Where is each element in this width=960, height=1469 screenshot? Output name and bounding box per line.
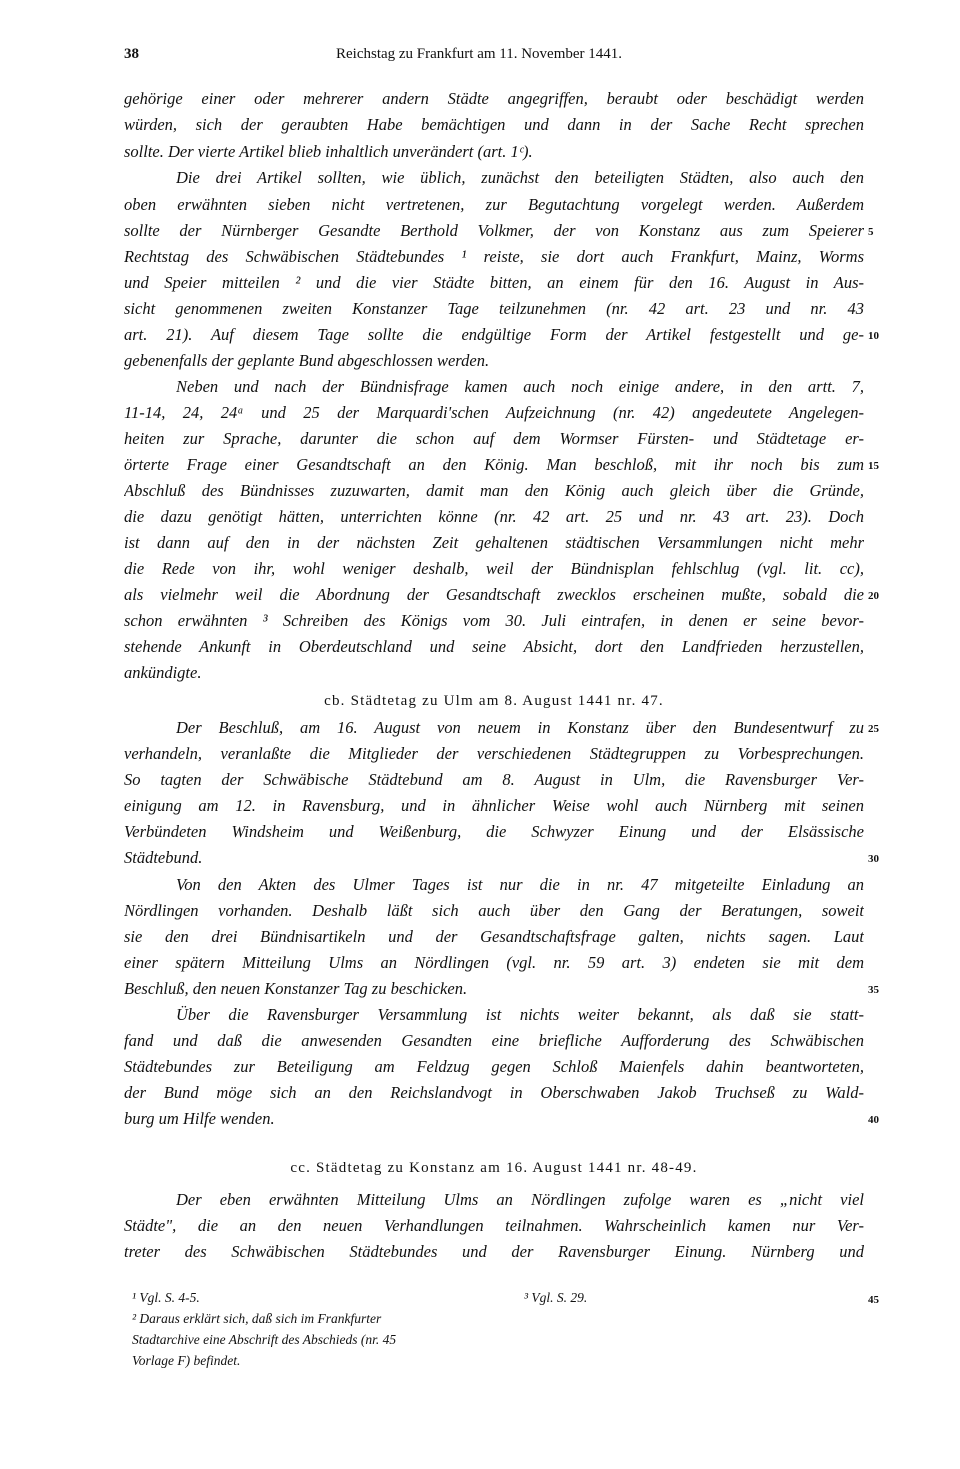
text-line: art. 21). Auf diesem Tage sollte die endgültige Form der Artikel festgestellt und ge-: [124, 325, 864, 344]
line-number: 45: [868, 1294, 879, 1306]
text-line: die dazu genötigt hätten, unterrichten könne (nr. 42 art. 25 und nr. 43 art. 23). Doch: [124, 507, 864, 526]
text-line: würden, sich der geraubten Habe bemächtigen und dann in der Sache Recht sprechen: [124, 115, 864, 134]
text-line: 11-14, 24, 24ᵃ und 25 der Marquardi'schen Aufzeichnung (nr. 42) angedeutete Angelegen-: [124, 403, 864, 422]
text-line: So tagten der Schwäbische Städtebund am 8. August in Ulm, die Ravensburger Ver-: [124, 770, 864, 789]
text-line: Nördlingen vorhanden. Deshalb läßt sich auch über den Gang der Beratungen, soweit: [124, 901, 864, 920]
text-line: Städtebundes zur Beteiligung am Feldzug gegen Schloß Maienfels dahin beantworteten,: [124, 1057, 864, 1076]
section-heading: cb. Städtetag zu Ulm am 8. August 1441 nr. 47.: [324, 693, 664, 709]
line-number: 20: [868, 590, 879, 602]
text-line: als vielmehr weil die Abordnung der Gesandtschaft zwecklos erscheinen mußte, sobald die: [124, 585, 864, 604]
text-line: Städte", die an den neuen Verhandlungen teilnahmen. Wahrscheinlich kamen nur Ver-: [124, 1216, 864, 1235]
line-number: 10: [868, 330, 879, 342]
text-line: schon erwähnten ³ Schreiben des Königs vom 30. Juli eintrafen, in denen er seine bevor-: [124, 611, 864, 630]
text-line: sie den drei Bündnisartikeln und der Gesandtschaftsfrage galten, nichts sagen. Laut: [124, 927, 864, 946]
text-line: örterte Frage einer Gesandtschaft an den König. Man beschloß, mit ihr noch bis zum: [124, 455, 864, 474]
text-line: gebenenfalls der geplante Bund abgeschlossen werden.: [124, 351, 490, 370]
text-line: fand und daß die anwesenden Gesandten eine briefliche Aufforderung des Schwäbischen: [124, 1031, 864, 1050]
footnote: ¹ Vgl. S. 4-5.: [132, 1290, 200, 1305]
text-line: Über die Ravensburger Versammlung ist nichts weiter bekannt, als daß sie statt-: [176, 1005, 864, 1024]
page-header: [124, 46, 864, 68]
text-line: sollte der Nürnberger Gesandte Berthold Volkmer, der von Konstanz aus zum Speierer: [124, 221, 864, 240]
text-line: sollte. Der vierte Artikel blieb inhaltlich unverändert (art. 1ᶜ).: [124, 142, 533, 161]
text-line: Abschluß des Bündnisses zuzuwarten, damit man den König auch gleich über die Gründe,: [124, 481, 864, 500]
text-line: burg um Hilfe wenden.: [124, 1109, 275, 1128]
text-line: heiten zur Sprache, darunter die schon auf dem Wormser Fürsten- und Städtetage er-: [124, 429, 864, 448]
text-line: Die drei Artikel sollten, wie üblich, zunächst den beteiligten Städten, also auch den: [176, 168, 864, 187]
line-number: 15: [868, 460, 879, 472]
text-line: verhandeln, veranlaßte die Mitglieder der verschiedenen Städtegruppen zu Vorbesprechungen.: [124, 744, 864, 763]
running-title: Reichstag zu Frankfurt am 11. November 1441.: [336, 46, 623, 62]
text-line: gehörige einer oder mehrerer andern Städte angegriffen, beraubt oder beschädigt werden: [124, 89, 864, 108]
text-line: Beschluß, den neuen Konstanzer Tag zu beschicken.: [124, 979, 468, 998]
text-line: die Rede von ihr, wohl weniger deshalb, weil der Bündnisplan fehlschlug (vgl. lit. cc),: [124, 559, 864, 578]
line-number: 35: [868, 984, 879, 996]
footnote: ³ Vgl. S. 29.: [524, 1290, 588, 1305]
text-line: stehende Ankunft in Oberdeutschland und seine Absicht, dort den Landfrieden herzustellen,: [124, 637, 864, 656]
text-line: einigung am 12. in Ravensburg, und in ähnlicher Weise wohl auch Nürnberg mit seinen: [124, 796, 864, 815]
footnote-continued: Stadtarchive eine Abschrift des Abschieds (nr. 45: [132, 1332, 397, 1347]
text-line: ist dann auf den in der nächsten Zeit gehaltenen städtischen Versammlungen nicht mehr: [124, 533, 864, 552]
text-line: Rechtstag des Schwäbischen Städtebundes ¹ reiste, sie dort auch Frankfurt, Mainz, Worms: [124, 247, 864, 266]
line-number: 25: [868, 723, 879, 735]
text-line: Der Beschluß, am 16. August von neuem in Konstanz über den Bundesentwurf zu: [176, 718, 864, 737]
page-number: 38: [124, 46, 139, 62]
text-line: oben erwähnten sieben nicht vertretenen, zur Begutachtung vorgelegt werden. Außerdem: [124, 195, 864, 214]
footnote: ² Daraus erklärt sich, daß sich im Frankfurter: [132, 1311, 382, 1326]
line-number: 5: [868, 226, 874, 238]
text-line: Von den Akten des Ulmer Tages ist nur die in nr. 47 mitgeteilte Einladung an: [176, 875, 864, 894]
text-line: Städtebund.: [124, 848, 203, 867]
text-line: ankündigte.: [124, 663, 202, 682]
text-line: einer spätern Mitteilung Ulms an Nördlingen (vgl. nr. 59 art. 3) endeten sie mit dem: [124, 953, 864, 972]
footnote-continued: Vorlage F) befindet.: [132, 1353, 241, 1368]
line-number: 30: [868, 853, 879, 865]
text-line: treter des Schwäbischen Städtebundes und der Ravensburger Einung. Nürnberg und: [124, 1242, 864, 1261]
section-heading: cc. Städtetag zu Konstanz am 16. August 1441 nr. 48-49.: [290, 1160, 698, 1176]
text-line: Verbündeten Windsheim und Weißenburg, die Schwyzer Einung und der Elsässische: [124, 822, 864, 841]
line-number: 40: [868, 1114, 879, 1126]
text-line: sicht genommenen zweiten Konstanzer Tage teilzunehmen (nr. 42 art. 23 und nr. 43: [124, 299, 864, 318]
text-line: und Speier mitteilen ² und die vier Städte bitten, an einem für den 16. August in Aus-: [124, 273, 864, 292]
text-line: Der eben erwähnten Mitteilung Ulms an Nördlingen zufolge waren es „nicht viel: [176, 1190, 864, 1209]
text-line: Neben und nach der Bündnisfrage kamen auch noch einige andere, in den artt. 7,: [176, 377, 864, 396]
text-line: der Bund möge sich an den Reichslandvogt in Oberschwaben Jakob Truchseß zu Wald-: [124, 1083, 864, 1102]
